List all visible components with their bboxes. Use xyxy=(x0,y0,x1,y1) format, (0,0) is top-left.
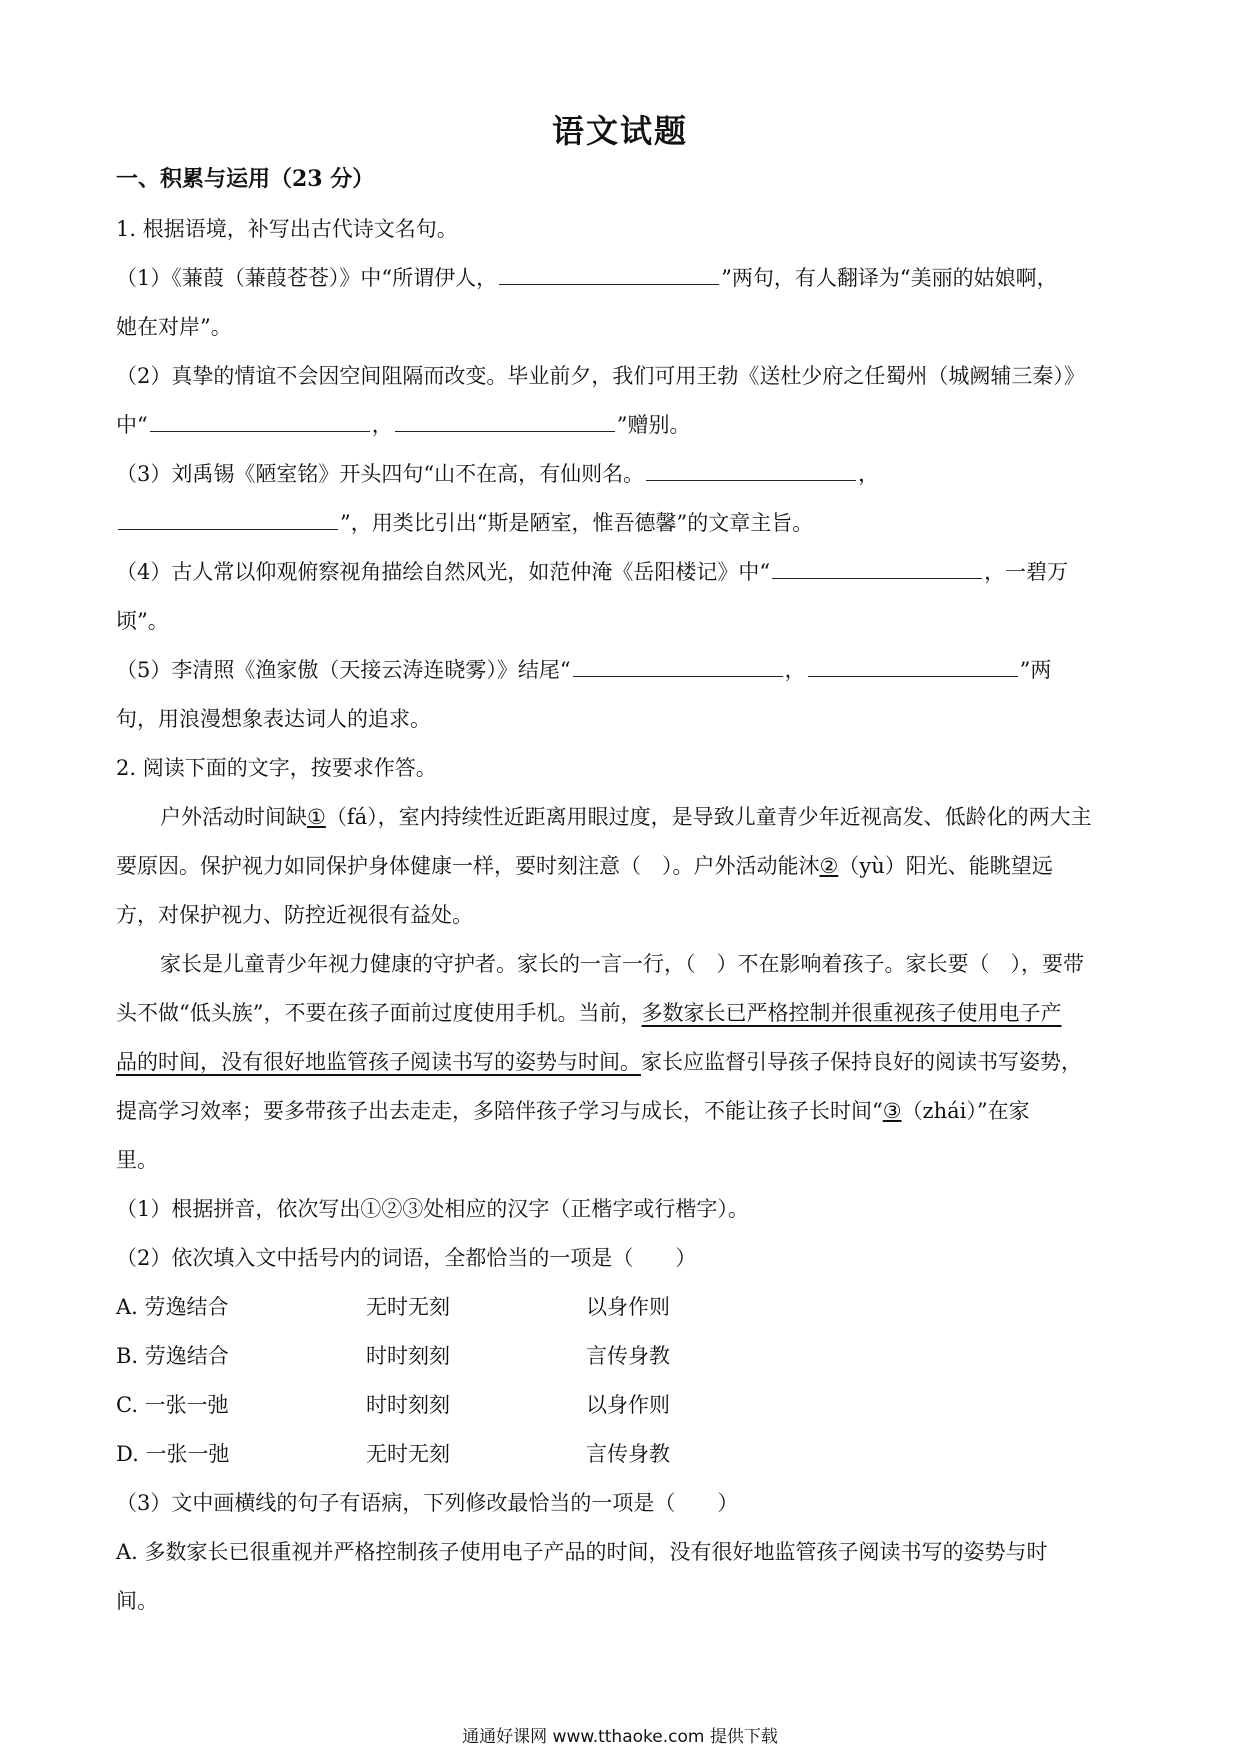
page-title: 语文试题 xyxy=(551,112,688,150)
q2-stem: 2. 阅读下面的文字，按要求作答。 xyxy=(116,756,437,780)
q1-s3-text-a: （3）刘禹锡《陋室铭》开头四句“山不在高，有仙则名。 xyxy=(116,462,645,486)
q1-s4-text-b: ，一碧万 xyxy=(984,560,1069,584)
option-label: D. 一张一弛 xyxy=(116,1442,230,1466)
option-label: A. 劳逸结合 xyxy=(116,1295,229,1319)
q1-s2-text-b: 中“ xyxy=(116,413,148,437)
blank-marker-1: ① xyxy=(307,805,326,829)
passage-text: 户外活动时间缺 xyxy=(160,805,307,829)
q1-s3-text-b: ， xyxy=(858,462,880,486)
underlined-sentence: 品的时间，没有很好地监管孩子阅读书写的姿势与时间。 xyxy=(116,1050,641,1074)
passage-text: （yù）阳光、能眺望远 xyxy=(838,854,1053,878)
q1-s4-line2: 顷”。 xyxy=(116,609,169,633)
passage-text: 家长应监督引导孩子保持良好的阅读书写姿势， xyxy=(641,1050,1082,1074)
passage-text: 提高学习效率；要多带孩子出去走走，多陪伴孩子学习与成长，不能让孩子长时间“ xyxy=(116,1099,883,1123)
answer-blank[interactable] xyxy=(808,654,1018,677)
passage-p2-line1: 家长是儿童青少年视力健康的守护者。家长的一言一行，（ ）不在影响着孩子。家长要（ ），要带 xyxy=(160,952,1084,976)
option-word: 无时无刻 xyxy=(366,1442,450,1466)
option-label: B. 劳逸结合 xyxy=(116,1344,229,1368)
q1-s5-text-a: （5）李清照《渔家傲（天接云涛连晓雾）》结尾“ xyxy=(116,658,571,682)
underlined-sentence: 多数家长已严格控制并很重视孩子使用电子产 xyxy=(641,1001,1062,1025)
q1-s5-text-b: ， xyxy=(784,658,806,682)
blank-marker-3: ③ xyxy=(882,1099,902,1123)
option-a-line2: 间。 xyxy=(116,1589,158,1613)
answer-blank[interactable] xyxy=(499,262,719,285)
answer-blank[interactable] xyxy=(395,409,615,432)
q1-s2-line1: （2）真挚的情谊不会因空间阻隔而改变。毕业前夕，我们可用王勃《送杜少府之任蜀州（城阙辅三秦）》 xyxy=(116,364,1085,388)
q1-s4-text-a: （4）古人常以仰观俯察视角描绘自然风光，如范仲淹《岳阳楼记》中“ xyxy=(116,560,771,584)
exam-content xyxy=(116,205,1136,1626)
q1-s5-text-c: ”两 xyxy=(1019,658,1052,682)
passage-text: 要原因。保护视力如同保护身体健康一样，要时刻注意（ ）。户外活动能沐 xyxy=(116,854,820,878)
option-a-line1[interactable]: A. 多数家长已很重视并严格控制孩子使用电子产品的时间，没有很好地监管孩子阅读书写的姿势与时 xyxy=(116,1540,1048,1564)
option-row[interactable] xyxy=(116,1381,1136,1430)
q1-s5-line1 xyxy=(116,646,1136,695)
q2-sub1: （1）根据拼音，依次写出①②③处相应的汉字（正楷字或行楷字）。 xyxy=(116,1197,749,1221)
answer-blank[interactable] xyxy=(118,507,338,530)
passage-p2-line5: 里。 xyxy=(116,1148,158,1172)
passage-p1-line2 xyxy=(116,842,1136,891)
passage-text: （fá），室内持续性近距离用眼过度，是导致儿童青少年近视高发、低龄化的两大主 xyxy=(325,805,1092,829)
q1-stem: 1. 根据语境，补写出古代诗文名句。 xyxy=(116,217,458,241)
q2-sub3: （3）文中画横线的句子有语病，下列修改最恰当的一项是（ ） xyxy=(116,1491,739,1515)
q1-s3-line1 xyxy=(116,450,1136,499)
option-word: 言传身教 xyxy=(586,1344,670,1368)
option-word: 以身作则 xyxy=(586,1295,670,1319)
option-label: C. 一张一弛 xyxy=(116,1393,229,1417)
q1-s1-text-a: （1）《蒹葭（蒹葭苍苍）》中“所谓伊人， xyxy=(116,266,498,290)
q1-s2-text-d: ”赠别。 xyxy=(616,413,691,437)
q1-s2-text-c: ， xyxy=(371,413,393,437)
passage-p2-line4 xyxy=(116,1087,1136,1136)
option-row[interactable] xyxy=(116,1283,1136,1332)
option-row[interactable] xyxy=(116,1332,1136,1381)
option-word: 时时刻刻 xyxy=(366,1344,450,1368)
passage-p2-line2 xyxy=(116,989,1136,1038)
passage-p2-line3 xyxy=(116,1038,1136,1087)
passage-text: （zhái）”在家 xyxy=(901,1099,1030,1123)
answer-blank[interactable] xyxy=(150,409,370,432)
answer-blank[interactable] xyxy=(646,458,856,481)
passage-text: 头不做“低头族”，不要在孩子面前过度使用手机。当前， xyxy=(116,1001,642,1025)
section-heading: 一、积累与运用（23 分） xyxy=(116,166,375,192)
blank-marker-2: ② xyxy=(819,854,839,878)
q1-s1-text-b: ”两句，有人翻译为“美丽的姑娘啊， xyxy=(721,266,1058,290)
q1-s1-line1 xyxy=(116,254,1136,303)
option-word: 言传身教 xyxy=(586,1442,670,1466)
passage-p1-line1 xyxy=(116,793,1136,842)
passage-p1-line3: 方，对保护视力、防控近视很有益处。 xyxy=(116,903,473,927)
q1-s5-line2: 句，用浪漫想象表达词人的追求。 xyxy=(116,707,431,731)
option-word: 时时刻刻 xyxy=(366,1393,450,1417)
answer-blank[interactable] xyxy=(772,556,982,579)
q1-s3-line2 xyxy=(116,499,1136,548)
option-word: 无时无刻 xyxy=(366,1295,450,1319)
q1-s4-line1 xyxy=(116,548,1136,597)
q1-s3-text-c: ”，用类比引出“斯是陋室，惟吾德馨”的文章主旨。 xyxy=(340,511,814,535)
option-row[interactable] xyxy=(116,1430,1136,1479)
q2-sub2: （2）依次填入文中括号内的词语，全都恰当的一项是（ ） xyxy=(116,1246,697,1270)
option-word: 以身作则 xyxy=(586,1393,670,1417)
q1-s2-line2 xyxy=(116,401,1136,450)
answer-blank[interactable] xyxy=(573,654,783,677)
q1-s1-line2: 她在对岸”。 xyxy=(116,315,232,339)
page-footer: 通通好课网 www.tthaoke.com 提供下载 xyxy=(462,1727,778,1747)
